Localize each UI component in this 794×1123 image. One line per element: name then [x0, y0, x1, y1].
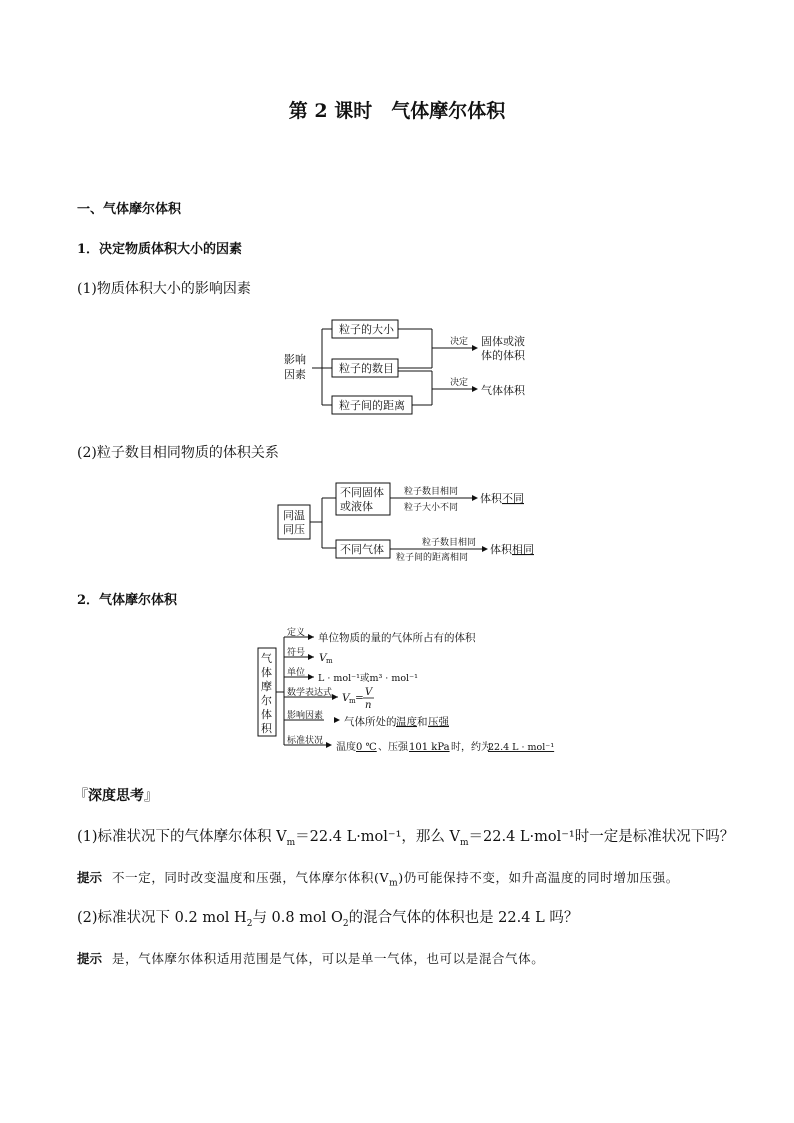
factors-pressure: 压强: [428, 716, 449, 728]
subsection-item: (1)物质体积大小的影响因素: [77, 281, 251, 297]
expr-denominator: n: [365, 700, 372, 711]
solid-liquid-box: 不同固体: [340, 486, 384, 499]
decide-label: 决定: [450, 337, 469, 347]
condition-label: 粒子数目相同: [404, 487, 459, 497]
answer-1: 提示 不一定，同时改变温度和压强，气体摩尔体积$(V_m)$仍可能保持不变，如升高温度的同时增加压强。: [77, 870, 679, 889]
symbol-sub: m: [326, 657, 333, 665]
expr-eq: =: [355, 692, 364, 704]
factors-prefix: 气体所处的: [344, 716, 397, 728]
factor-count: 粒子的数目: [339, 362, 394, 375]
root-char: 体: [261, 666, 272, 679]
root-char: 气: [261, 652, 272, 665]
row-label-standard: 标准状况: [287, 736, 324, 746]
solid-liquid-box: 或液体: [340, 500, 373, 513]
root-char: 体: [261, 708, 272, 721]
result-answer: 相同: [512, 543, 534, 556]
row-unit-text: L · mol⁻¹或m³ · mol⁻¹: [318, 673, 418, 684]
root-char: 尔: [261, 694, 272, 707]
subsection-heading: 1．决定物质体积大小的因素: [77, 242, 243, 257]
decide-label: 决定: [450, 378, 469, 388]
page-title: 第 2 课时 气体摩尔体积: [288, 100, 506, 122]
condition-label: 粒子间的距离相同: [396, 553, 469, 563]
molar-volume-diagram: [256, 626, 556, 753]
result-prefix: 体积: [490, 543, 512, 556]
question-2: (2)标准状况下 0.2 mol $H_2$与 0.8 mol $O_2$的混合气体的体积也是 22.4 L 吗？: [77, 910, 579, 929]
std-temperature: 0 ℃: [356, 742, 377, 753]
tip-label: 提示: [77, 951, 103, 966]
root-label: 影响: [284, 353, 306, 366]
std-volume: 22.4 L · mol⁻¹: [488, 742, 555, 753]
result-prefix: 体积: [480, 492, 502, 505]
result-answer: 不同: [502, 492, 524, 505]
result-solid-liquid: 固体或液: [481, 335, 525, 348]
factors-diagram: [270, 312, 550, 418]
std-text: 温度: [336, 742, 356, 753]
tip-label: 提示: [77, 870, 103, 885]
root-label: 同温: [283, 509, 305, 522]
row-definition-text: 单位物质的量的气体所占有的体积: [318, 632, 476, 644]
subsection-item: (2)粒子数目相同物质的体积关系: [77, 445, 279, 461]
root-char: 积: [261, 722, 272, 735]
result-solid-liquid: 体的体积: [481, 349, 525, 362]
factors-and: 和: [417, 716, 428, 728]
expr-v: V: [342, 692, 350, 704]
symbol-v: V: [319, 652, 327, 664]
expr-numerator: V: [365, 687, 373, 698]
std-text: 、压强: [378, 742, 408, 753]
gas-box: 不同气体: [340, 543, 384, 556]
row-label-definition: 定义: [287, 628, 306, 638]
think-title: 深度思考: [88, 788, 144, 804]
condition-label: 粒子大小不同: [404, 503, 459, 513]
row-label-symbol: 符号: [287, 648, 306, 658]
root-label: 同压: [283, 523, 305, 536]
factor-distance: 粒子间的距离: [339, 399, 405, 412]
question-1: (1)标准状况下的气体摩尔体积 $V_m=22.4$ L·mol⁻¹，那么 $V_m=22.4$ L·mol⁻¹时一定是标准状况下吗？: [77, 829, 735, 848]
answer-2: 提示 是，气体摩尔体积适用范围是气体，可以是单一气体，也可以是混合气体。: [77, 951, 545, 966]
row-label-unit: 单位: [287, 668, 306, 678]
section-heading: 一、气体摩尔体积: [77, 202, 182, 217]
row-label-factors: 影响因素: [287, 711, 324, 721]
std-text: 时，约为: [451, 742, 491, 753]
result-gas: 气体体积: [481, 384, 525, 397]
root-label: 因素: [284, 368, 306, 381]
row-label-expression: 数学表达式: [287, 688, 333, 698]
think-heading: 『深度思考』: [74, 788, 158, 804]
factor-size: 粒子的大小: [339, 323, 394, 336]
expr-sub: m: [349, 697, 356, 705]
subsection-heading: 2．气体摩尔体积: [77, 593, 178, 608]
condition-label: 粒子数目相同: [422, 538, 477, 548]
root-char: 摩: [261, 680, 272, 693]
std-pressure: 101 kPa: [409, 742, 450, 753]
factors-temperature: 温度: [396, 716, 417, 728]
same-condition-diagram: [276, 478, 538, 564]
